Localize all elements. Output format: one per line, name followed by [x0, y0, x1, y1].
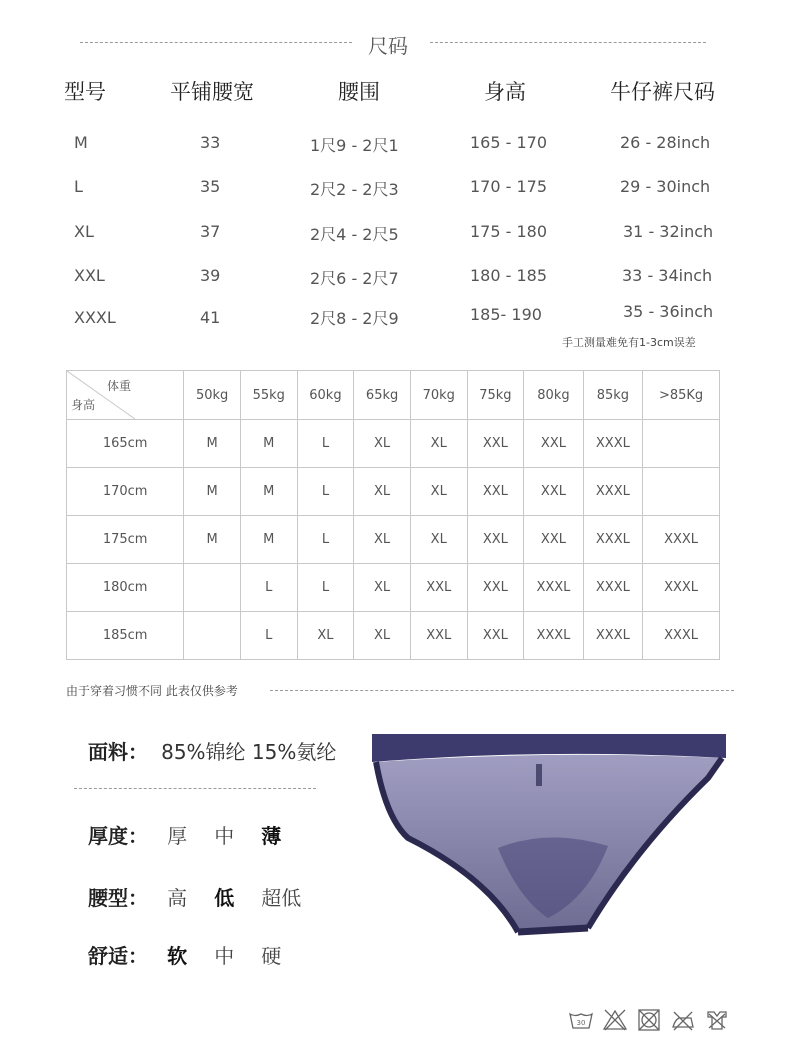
header-waist: 腰围 — [338, 80, 380, 104]
size-cell: XXL — [524, 468, 583, 516]
size-cell: XXXL — [583, 564, 642, 612]
size-cell-height: 185- 190 — [470, 305, 542, 324]
header-model: 型号 — [64, 80, 106, 104]
height-cell: 175cm — [67, 516, 184, 564]
size-cell-model: XXXL — [74, 308, 116, 327]
no-dry-clean-icon — [704, 1008, 730, 1032]
size-cell-height: 175 - 180 — [470, 222, 548, 241]
size-cell: XXXL — [583, 612, 642, 660]
size-cell — [184, 564, 241, 612]
size-cell-height: 165 - 170 — [470, 133, 548, 152]
comfort-row — [88, 940, 281, 969]
size-cell-height: 180 - 185 — [470, 266, 548, 285]
measurement-note: 手工测量难免有1-3cm误差 — [562, 336, 696, 349]
waist-option-ultra-low: 超低 — [261, 886, 302, 910]
title-divider-left — [80, 42, 352, 43]
size-cell-flat-waist: 35 — [200, 177, 221, 196]
comfort-option-medium: 中 — [214, 944, 235, 968]
size-cell-jeans: 31 - 32inch — [623, 222, 714, 241]
thickness-row — [88, 820, 281, 849]
size-cell: L — [297, 420, 354, 468]
size-cell: XL — [297, 612, 354, 660]
table-row — [67, 420, 720, 468]
waist-type-label: 腰型： — [88, 886, 148, 910]
size-cell: XL — [354, 516, 411, 564]
reference-divider — [270, 690, 734, 691]
size-cell: M — [240, 468, 297, 516]
size-cell: XL — [354, 612, 411, 660]
size-cell: XL — [354, 564, 411, 612]
size-cell: XXXL — [583, 420, 642, 468]
size-cell: M — [240, 516, 297, 564]
thickness-label: 厚度： — [88, 824, 148, 848]
size-cell: XXL — [524, 420, 583, 468]
size-cell: XXXL — [643, 516, 720, 564]
size-cell-model: L — [74, 177, 83, 196]
no-tumble-dry-icon — [636, 1008, 662, 1032]
weight-header: 70kg — [410, 371, 467, 420]
size-cell: XXXL — [643, 564, 720, 612]
table-row — [67, 612, 720, 660]
size-cell: L — [240, 564, 297, 612]
title-divider-right — [430, 42, 706, 43]
header-height: 身高 — [484, 80, 526, 104]
fabric-row — [88, 736, 336, 765]
size-cell: XXL — [467, 420, 524, 468]
size-cell: XXL — [467, 564, 524, 612]
care-icons — [568, 1008, 730, 1032]
corner-weight-label: 体重 — [106, 379, 131, 393]
size-cell: XL — [410, 468, 467, 516]
size-cell: L — [240, 612, 297, 660]
size-cell: M — [184, 420, 241, 468]
size-cell: XL — [354, 420, 411, 468]
thickness-option-medium: 中 — [214, 824, 235, 848]
wash-30-icon — [568, 1008, 594, 1032]
height-cell: 165cm — [67, 420, 184, 468]
size-cell-height: 170 - 175 — [470, 177, 548, 196]
size-cell — [184, 612, 241, 660]
size-cell-waist: 2尺2 - 2尺3 — [310, 180, 399, 199]
size-cell-model: XL — [74, 222, 94, 241]
weight-header: 65kg — [354, 371, 411, 420]
svg-text:30: 30 — [576, 1019, 586, 1027]
size-cell — [643, 420, 720, 468]
size-cell-jeans: 35 - 36inch — [623, 302, 714, 321]
size-cell-flat-waist: 41 — [200, 308, 221, 327]
size-cell: XL — [410, 420, 467, 468]
waist-option-low: 低 — [214, 886, 235, 910]
weight-header: >85Kg — [643, 371, 720, 420]
size-cell-model: XXL — [74, 266, 105, 285]
size-cell — [643, 468, 720, 516]
thickness-option-thick: 厚 — [167, 824, 188, 848]
size-cell: L — [297, 516, 354, 564]
waist-option-high: 高 — [167, 886, 188, 910]
weight-header: 55kg — [240, 371, 297, 420]
fabric-value: 85%锦纶 15%氨纶 — [161, 740, 337, 764]
weight-header: 75kg — [467, 371, 524, 420]
comfort-label: 舒适： — [88, 944, 148, 968]
waist-type-row — [88, 882, 301, 911]
size-cell-flat-waist: 37 — [200, 222, 221, 241]
size-cell: XXXL — [524, 612, 583, 660]
size-cell: XXXL — [524, 564, 583, 612]
size-cell: XXXL — [643, 612, 720, 660]
size-cell: XXL — [410, 612, 467, 660]
corner-height-label: 身高 — [71, 398, 96, 412]
height-cell: 185cm — [67, 612, 184, 660]
weight-header: 60kg — [297, 371, 354, 420]
size-cell-flat-waist: 39 — [200, 266, 221, 285]
size-cell-waist: 1尺9 - 2尺1 — [310, 136, 399, 155]
size-cell-waist: 2尺4 - 2尺5 — [310, 225, 399, 244]
height-cell: 170cm — [67, 468, 184, 516]
header-jeans-size: 牛仔裤尺码 — [610, 80, 715, 104]
header-flat-waist: 平铺腰宽 — [170, 80, 254, 104]
size-cell-waist: 2尺8 - 2尺9 — [310, 309, 399, 328]
size-cell-jeans: 29 - 30inch — [620, 177, 711, 196]
size-cell: M — [184, 468, 241, 516]
size-cell: M — [240, 420, 297, 468]
size-cell: XXXL — [583, 468, 642, 516]
size-cell: XL — [410, 516, 467, 564]
size-cell: XXL — [467, 612, 524, 660]
corner-cell — [67, 371, 184, 420]
weight-height-table — [66, 370, 720, 660]
size-cell-flat-waist: 33 — [200, 133, 221, 152]
size-cell: M — [184, 516, 241, 564]
comfort-option-soft: 软 — [167, 944, 188, 968]
size-cell: XXXL — [583, 516, 642, 564]
fabric-label: 面料： — [88, 740, 148, 764]
size-cell-waist: 2尺6 - 2尺7 — [310, 269, 399, 288]
height-cell: 180cm — [67, 564, 184, 612]
size-cell-jeans: 33 - 34inch — [622, 266, 713, 285]
table-row — [67, 516, 720, 564]
fabric-divider — [74, 788, 316, 789]
thickness-option-thin: 薄 — [261, 824, 282, 848]
comfort-option-hard: 硬 — [261, 944, 282, 968]
size-cell: XL — [354, 468, 411, 516]
weight-header: 85kg — [583, 371, 642, 420]
weight-header: 50kg — [184, 371, 241, 420]
size-title: 尺码 — [368, 34, 408, 58]
size-cell: L — [297, 564, 354, 612]
table-row — [67, 564, 720, 612]
size-cell-jeans: 26 - 28inch — [620, 133, 711, 152]
no-bleach-icon — [602, 1008, 628, 1032]
size-cell: L — [297, 468, 354, 516]
size-cell-model: M — [74, 133, 88, 152]
table-row — [67, 468, 720, 516]
size-cell: XXL — [467, 468, 524, 516]
table-header-row — [67, 371, 720, 420]
product-briefs-image — [368, 728, 730, 938]
no-iron-icon — [670, 1008, 696, 1032]
size-cell: XXL — [410, 564, 467, 612]
size-cell: XXL — [524, 516, 583, 564]
weight-header: 80kg — [524, 371, 583, 420]
reference-note: 由于穿着习惯不同 此表仅供参考 — [66, 684, 238, 698]
size-cell: XXL — [467, 516, 524, 564]
